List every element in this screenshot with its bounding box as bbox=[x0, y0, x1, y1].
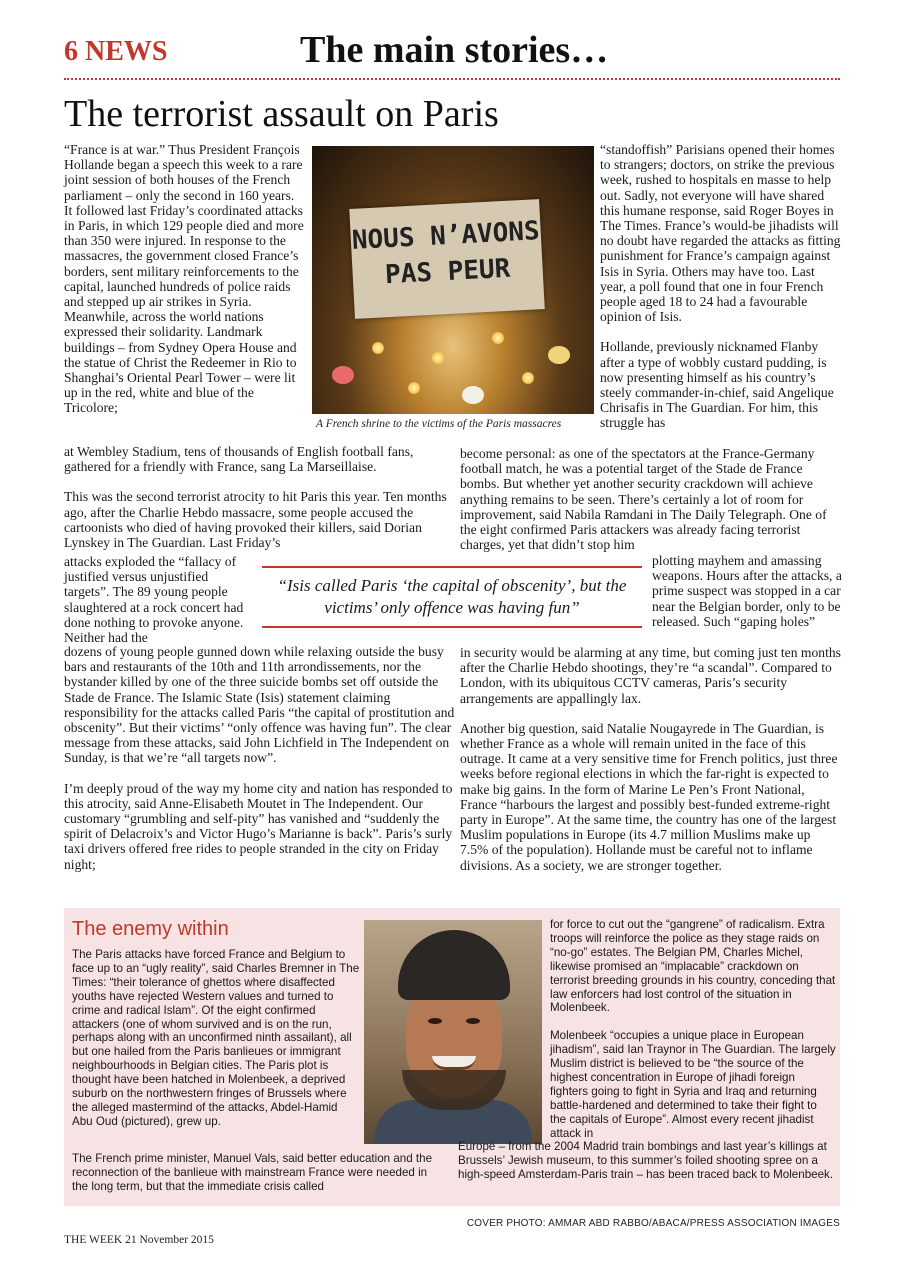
sidebar-paragraph: Molenbeek “occupies a unique place in European jihadism”, said Ian Traynor in The Guardian. The largely Muslim district is believed to be “the source of the highest concentration in Europe of jihadi foreign fighters going to fight in Syria and Iraq and returning battle-hardened and determined to take their fight to the capitals of Europe”. Almost every recent jihadist attack in bbox=[550, 1029, 836, 1140]
candle-icon bbox=[372, 342, 384, 354]
shrine-photo bbox=[312, 146, 594, 414]
article-paragraph: at Wembley Stadium, tens of thousands of English football fans, gathered for a friendly with France, sang La Marseillaise. bbox=[64, 444, 414, 475]
article-text-right-top bbox=[600, 142, 842, 431]
portrait-eye bbox=[428, 1018, 442, 1024]
section-number bbox=[64, 36, 167, 68]
section-number-digit: 6 bbox=[64, 36, 78, 67]
portrait-smile bbox=[432, 1056, 476, 1070]
candle-icon bbox=[408, 382, 420, 394]
portrait-hat bbox=[398, 930, 510, 1000]
article-paragraph: Another big question, said Natalie Nougayrede in The Guardian, is whether France as a whole will remain united in the face of this outrage. It came at a very sensitive time for French politics, just three weeks before regional elections in which the far-right is expected to make big gains. In the form of Marine Le Pen’s Front National, France “harbours the largest and possibly best-funded extreme-right party in Europe”. At the same time, the country has one of the largest Muslim populations in Europe (its 4.7 million Muslims make up 7.5% of the population). Hollande must be careful not to inflame divisions. As a society, we are stronger together. bbox=[460, 720, 838, 873]
protest-sign bbox=[349, 199, 544, 319]
section-name: NEWS bbox=[85, 36, 168, 67]
article-text-right-wide: become personal: as one of the spectators at the France-Germany football match, he was a potential target of the Stade de France bombs. But whether yet another security crackdown will achieve anything remains to be seen. There’s certainly a lot of room for improvement, said Nabila Ramdani in The Daily Telegraph. One of the eight confirmed Paris attackers was already facing terrorist charges, yet that didn’t stop him bbox=[460, 446, 827, 553]
article-paragraph: dozens of young people gunned down while relaxing outside the busy bars and restaurants of the 10th and 11th arrondissements, nor the bystander killed by one of the three suicide bombs set off outside the Stade de France. The Islamic State (Isis) statement claiming responsibility for the attacks called Paris “the capital of prostitution and obscenity”. But their victims’ “only offence was having fun”. The clear message from these attacks, said John Lichfield in The Independent on Sunday, is that we’re “all targets now”. bbox=[64, 644, 455, 766]
candle-icon bbox=[492, 332, 504, 344]
article-paragraph: This was the second terrorist atrocity to hit Paris this year. Ten months ago, after the Charlie Hebdo massacre, some people accused the cartoonists who died of having provoked their killers, said Dorian Lynskey in The Guardian. Last Friday’s bbox=[64, 489, 447, 551]
sidebar-text-right-wide: Europe – from the 2004 Madrid train bombings and last year’s killings at Brussels’ Jewish museum, to this summer’s foiled shooting spree on a high-speed Amsterdam-Paris train – has been traced back to Molenbeek. bbox=[458, 1140, 834, 1181]
sidebar-box bbox=[64, 908, 840, 1206]
issue-footer: THE WEEK 21 November 2015 bbox=[64, 1234, 214, 1246]
article-paragraph: in security would be alarming at any time, but coming just ten months after the Charlie Hebdo shootings, they’re “a scandal”. Compared to London, with its ubiquitous CCTV cameras, Paris’s security arrangements are appallingly lax. bbox=[460, 645, 841, 706]
protest-sign-text: NOUS N’AVONS PAS PEUR bbox=[351, 216, 541, 291]
article-text-left-narrow: attacks exploded the “fallacy of justified versus unjustified targets”. The 89 young people slaughtered at a rock concert had done nothing to provoke anyone. Neither had the bbox=[64, 554, 244, 646]
article-paragraph: “standoffish” Parisians opened their homes to strangers; doctors, on strike the previous week, rushed to hospitals en masse to help out. Sadly, not everyone will have shared this humane response, said Roger Boyes in The Times. France’s would-be jihadists will no doubt have regarded the attacks as fitting punishment for France’s campaign against Isis in Syria. Others may have too. Last year, a poll found that one in four French people aged 18 to 24 had a favourable opinion of Isis. bbox=[600, 142, 841, 325]
sidebar-text-left-bottom: The French prime minister, Manuel Vals, said better education and the reconnection of the banlieue with mainstream France were needed in the long term, but that the immediate crisis called bbox=[72, 1152, 433, 1193]
sidebar-paragraph: for force to cut out the “gangrene” of radicalism. Extra troops will reinforce the police as they stage raids on “no-go” estates. The Belgian PM, Charles Michel, likewise promised an “implacable” crackdown on terrorist breeding grounds in his country, conceding that law enforcers had lost control of the situation in Molenbeek. bbox=[550, 918, 836, 1015]
pull-quote: “Isis called Paris ‘the capital of obscenity’, but the victims’ only offence was having fun” bbox=[262, 566, 642, 628]
header-rule bbox=[64, 78, 840, 80]
candle-icon bbox=[522, 372, 534, 384]
sidebar-box-title: The enemy within bbox=[72, 918, 229, 940]
portrait-eye bbox=[466, 1018, 480, 1024]
article-text-right-narrow: plotting mayhem and amassing weapons. Hours after the attacks, a prime suspect was stopped in a car near the Belgian border, only to be released. Such “gaping holes” bbox=[652, 553, 842, 629]
article-text-left-wide bbox=[64, 444, 456, 550]
candle-icon bbox=[432, 352, 444, 364]
article-title: The terrorist assault on Paris bbox=[64, 93, 499, 135]
suspect-portrait bbox=[364, 920, 542, 1144]
flower-icon bbox=[462, 386, 484, 404]
flower-icon bbox=[548, 346, 570, 364]
article-text-right-bottom bbox=[460, 645, 842, 873]
article-paragraph: I’m deeply proud of the way my home city and nation has responded to this atrocity, said Anne-Elisabeth Moutet in The Independent. Our customary “grumbling and self-pity” has vanished and “suddenly the spirit of Delacroix’s and Victor Hugo’s Marianne is back”. Paris’s surly taxi drivers offered free rides to people stranded in the city on Friday night; bbox=[64, 780, 453, 872]
sidebar-text-right bbox=[550, 918, 836, 1155]
article-text-left-top: “France is at war.” Thus President François Hollande began a speech this week to a rare joint session of both houses of the French parliament – only the second in 160 years. It followed last Friday’s coordinated attacks in Paris, in which 129 people died and more than 350 were injured. In response to the massacres, the government closed France’s borders, sent military reinforcements to the capital, launched hundreds of police raids and stepped up air strikes in Syria. Meanwhile, across the world nations expressed their solidarity. Landmark buildings – from Sydney Opera House and the statue of Christ the Redeemer in Rio to Shanghai’s Oriental Pearl Tower – were lit up in the red, white and blue of the Tricolore; bbox=[64, 142, 304, 416]
page-headline: The main stories… bbox=[300, 29, 609, 71]
cover-photo-credit: COVER PHOTO: AMMAR ABD RABBO/ABACA/PRESS ASSOCIATION IMAGES bbox=[466, 1218, 840, 1229]
flower-icon bbox=[332, 366, 354, 384]
article-text-left-bottom bbox=[64, 644, 456, 872]
sidebar-text-left-top: The Paris attacks have forced France and Belgium to face up to an “ugly reality”, said Charles Bremner in The Times: “their tolerance of ghettos where disaffected youths have rejected Western values and turned to crime and radical Islam”. Of the eight confirmed attackers (one of whom survived and is on the run, perhaps along with an unconfirmed ninth assailant), all but one hailed from the Paris banlieues or immigrant neighbourhoods in Belgian cities. The Paris plot is thought have been hatched in Molenbeek, a deprived suburb on the northwestern fringes of Brussels where the alleged mastermind of the attacks, Abdel-Hamid Abu Oud (pictured), grew up. bbox=[72, 948, 360, 1128]
article-paragraph: Hollande, previously nicknamed Flanby after a type of wobbly custard pudding, is now presenting himself as his country’s steely commander-in-chief, said Angelique Chrisafis in The Guardian. For him, this struggle has bbox=[600, 339, 834, 431]
photo-caption: A French shrine to the victims of the Paris massacres bbox=[316, 418, 562, 430]
